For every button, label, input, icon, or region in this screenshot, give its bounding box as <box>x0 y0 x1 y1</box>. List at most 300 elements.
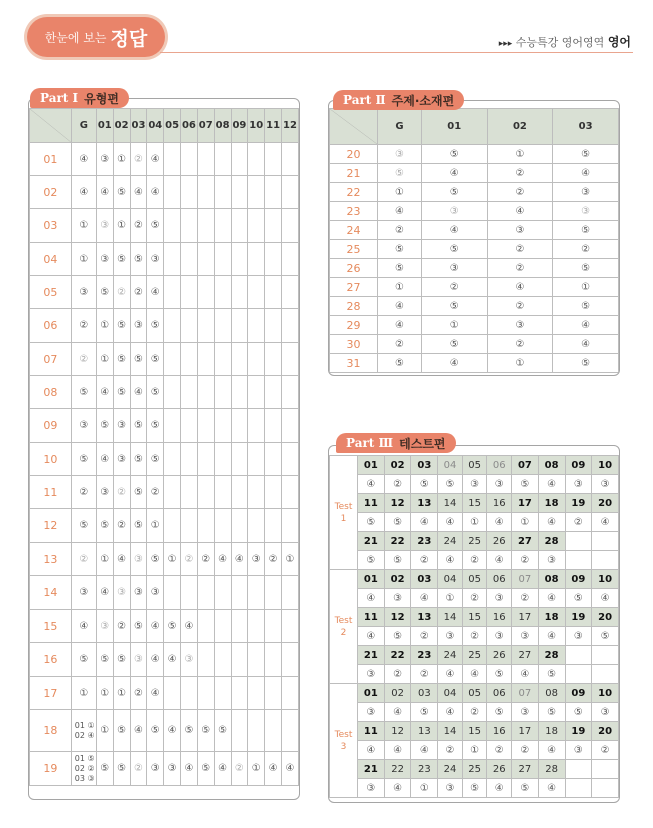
part1-answer-cell <box>248 343 265 376</box>
part1-answer-cell <box>214 376 231 409</box>
part1-col-header: 09 <box>231 109 248 143</box>
test-question-number: 03 <box>411 456 438 475</box>
test-question-number: 05 <box>462 456 487 475</box>
part1-col-header: 05 <box>164 109 181 143</box>
part1-answer-cell <box>265 610 282 643</box>
part1-answer-cell: ③ <box>71 409 96 443</box>
part2-answer-cell: ④ <box>553 164 619 183</box>
part1-answer-cell <box>281 710 298 752</box>
part2-row-label: 30 <box>330 335 378 354</box>
test-answer-cell: ③ <box>592 475 619 494</box>
test-question-number: 27 <box>512 646 539 665</box>
part1-answer-cell <box>214 576 231 610</box>
test-question-number: 12 <box>384 608 411 627</box>
part1-answer-cell: ③ <box>96 476 113 509</box>
test-answer-cell: ④ <box>438 513 463 532</box>
part1-answer-cell <box>281 643 298 677</box>
test-answer-cell <box>592 665 619 684</box>
part1-answer-cell <box>265 677 282 710</box>
part2-row-24 <box>330 221 619 240</box>
test-answer-cell: ④ <box>538 513 565 532</box>
part1-answer-cell: ④ <box>130 376 147 409</box>
part1-answer-cell <box>197 309 214 343</box>
part1-row-01 <box>30 143 299 176</box>
part1-answer-cell <box>164 143 181 176</box>
test-question-number: 26 <box>487 760 512 779</box>
part2-answer-cell: ⑤ <box>553 145 619 164</box>
part2-row-27 <box>330 278 619 297</box>
part1-answer-cell <box>281 677 298 710</box>
part1-answer-cell: ⑤ <box>113 710 130 752</box>
part1-answer-cell: ③ <box>113 409 130 443</box>
part1-answer-cell <box>248 677 265 710</box>
test-question-number: 13 <box>411 494 438 513</box>
test-answer-cell: ④ <box>487 513 512 532</box>
part1-col-header: 01 <box>96 109 113 143</box>
test-answer-cell: ② <box>384 475 411 494</box>
part1-answer-cell: ⑤ <box>113 343 130 376</box>
part1-row-16 <box>30 643 299 677</box>
part1-answer-cell: ① <box>96 543 113 576</box>
part1-answer-cell: ⑤ <box>147 376 164 409</box>
part1-answer-cell <box>281 243 298 276</box>
part1-answer-cell: 01 ① 02 ④ <box>71 710 96 752</box>
part1-answer-cell: ④ <box>281 752 298 786</box>
part1-answer-cell <box>214 243 231 276</box>
part1-answer-cell: ③ <box>147 243 164 276</box>
header-divider <box>160 52 633 53</box>
part1-answer-cell <box>231 710 248 752</box>
part1-answer-cell <box>164 476 181 509</box>
part2-answer-cell: ① <box>487 145 553 164</box>
part1-answer-cell <box>231 276 248 309</box>
test2-answer-row <box>330 627 619 646</box>
part1-number: Part Ⅰ <box>40 91 79 105</box>
part2-answer-cell: ⑤ <box>553 221 619 240</box>
test-answer-cell: ③ <box>592 703 619 722</box>
part1-row-label: 06 <box>30 309 72 343</box>
part1-answer-cell: ② <box>71 476 96 509</box>
test-answer-cell: ⑤ <box>538 703 565 722</box>
part1-row-label: 04 <box>30 243 72 276</box>
test-answer-cell: ⑤ <box>358 513 385 532</box>
part1-answer-cell: ③ <box>147 576 164 610</box>
test-question-number: 24 <box>438 760 463 779</box>
test1-number-row <box>330 494 619 513</box>
test-question-number <box>565 646 592 665</box>
part1-answer-cell <box>248 143 265 176</box>
part1-answer-cell <box>281 376 298 409</box>
arrows-icon: ▸▸▸ <box>498 39 513 49</box>
part1-answer-cell <box>181 443 198 476</box>
test-answer-cell: ① <box>462 513 487 532</box>
part2-row-30 <box>330 335 619 354</box>
part1-row-03 <box>30 209 299 243</box>
test3-number-row <box>330 760 619 779</box>
part1-row-02 <box>30 176 299 209</box>
part1-answer-cell <box>231 677 248 710</box>
part1-answer-cell <box>181 509 198 543</box>
part1-answer-cell: ③ <box>130 543 147 576</box>
part1-answer-cell <box>164 343 181 376</box>
test-question-number: 22 <box>384 760 411 779</box>
part1-answer-cell: ① <box>248 752 265 786</box>
part1-answer-cell <box>248 309 265 343</box>
test-answer-cell: ⑤ <box>565 703 592 722</box>
test-answer-cell: ③ <box>565 627 592 646</box>
part1-row-label: 01 <box>30 143 72 176</box>
test-answer-cell: ④ <box>592 589 619 608</box>
part1-answer-cell <box>197 476 214 509</box>
part2-row-label: 26 <box>330 259 378 278</box>
part1-answer-cell <box>231 643 248 677</box>
test-answer-cell: ② <box>512 551 539 570</box>
test-question-number: 04 <box>438 684 463 703</box>
corner-diagonal-cell <box>330 109 378 145</box>
part1-answer-cell: ⑤ <box>147 409 164 443</box>
part1-answer-cell: ① <box>71 243 96 276</box>
part2-row-label: 25 <box>330 240 378 259</box>
test-question-number: 19 <box>565 722 592 741</box>
part1-answer-cell: ⑤ <box>147 443 164 476</box>
test-answer-cell: ④ <box>487 551 512 570</box>
part2-row-label: 23 <box>330 202 378 221</box>
part2-answer-cell: ⑤ <box>378 354 422 373</box>
test-question-number: 28 <box>538 646 565 665</box>
part1-answer-cell <box>248 610 265 643</box>
part1-answer-cell <box>214 443 231 476</box>
part1-col-header: 12 <box>281 109 298 143</box>
part1-answer-cell: ② <box>71 343 96 376</box>
test-answer-cell: ⑤ <box>512 475 539 494</box>
part1-answer-cell: ⑤ <box>113 243 130 276</box>
test-question-number: 07 <box>512 684 539 703</box>
part1-answer-cell <box>164 443 181 476</box>
part2-col-header: 03 <box>553 109 619 145</box>
test-answer-cell: ⑤ <box>487 703 512 722</box>
part1-answer-cell: ④ <box>96 376 113 409</box>
test-answer-cell: ⑤ <box>411 475 438 494</box>
part1-answer-cell: ⑤ <box>130 610 147 643</box>
part2-table-frame <box>328 100 620 376</box>
part1-answer-cell <box>248 209 265 243</box>
part1-answer-cell: ④ <box>96 443 113 476</box>
part3-table-frame <box>328 445 620 803</box>
test-answer-cell: ③ <box>565 741 592 760</box>
part2-answer-cell: ④ <box>487 202 553 221</box>
test-answer-cell: ① <box>438 589 463 608</box>
test-question-number: 22 <box>384 532 411 551</box>
part2-answer-cell: ③ <box>421 259 487 278</box>
test-question-number: 14 <box>438 494 463 513</box>
test-question-number: 05 <box>462 570 487 589</box>
part1-answer-cell: ② <box>231 752 248 786</box>
part1-answer-cell: ⑤ <box>113 752 130 786</box>
part2-answer-cell: ③ <box>487 221 553 240</box>
part2-answer-cell: ③ <box>553 202 619 221</box>
part1-answer-cell: ② <box>113 476 130 509</box>
part1-answer-cell: ③ <box>248 543 265 576</box>
test-question-number: 13 <box>411 722 438 741</box>
test-answer-cell: ⑤ <box>565 589 592 608</box>
test3-label: Test 3 <box>330 684 358 798</box>
part1-answer-cell: ② <box>71 309 96 343</box>
part2-row-29 <box>330 316 619 335</box>
part1-answer-cell <box>281 610 298 643</box>
part1-answer-cell <box>231 610 248 643</box>
part1-col-header: 04 <box>147 109 164 143</box>
test-question-number: 11 <box>358 722 385 741</box>
part1-answer-cell <box>265 710 282 752</box>
part1-row-label: 15 <box>30 610 72 643</box>
test-answer-cell: ③ <box>487 475 512 494</box>
test-answer-cell <box>592 779 619 798</box>
test-answer-cell: ② <box>592 741 619 760</box>
part2-answer-cell: ⑤ <box>553 297 619 316</box>
part1-answer-cell: ⑤ <box>96 276 113 309</box>
test-answer-cell: ② <box>462 589 487 608</box>
test-answer-cell: ② <box>462 627 487 646</box>
test-question-number: 01 <box>358 684 385 703</box>
part1-answer-cell: ③ <box>130 643 147 677</box>
part1-answer-cell <box>214 343 231 376</box>
part2-answer-cell: ④ <box>378 316 422 335</box>
test-question-number: 19 <box>565 608 592 627</box>
part1-answer-cell <box>231 143 248 176</box>
part2-answer-cell: ③ <box>487 316 553 335</box>
part1-answer-cell <box>214 143 231 176</box>
part2-answer-cell: ⑤ <box>421 335 487 354</box>
part2-answer-cell: ② <box>553 240 619 259</box>
part1-answer-cell <box>214 677 231 710</box>
test-answer-cell: ⑤ <box>384 627 411 646</box>
part1-title: 유형편 <box>84 91 119 106</box>
part1-answer-cell <box>181 343 198 376</box>
part1-row-label: 07 <box>30 343 72 376</box>
test-question-number: 24 <box>438 646 463 665</box>
part2-row-21 <box>330 164 619 183</box>
part1-answer-cell <box>197 376 214 409</box>
part1-answer-cell: ③ <box>147 752 164 786</box>
test2-number-row <box>330 646 619 665</box>
part1-answer-cell: ② <box>265 543 282 576</box>
part1-answer-cell <box>164 509 181 543</box>
part1-answer-cell <box>197 610 214 643</box>
part1-answer-cell <box>265 343 282 376</box>
test-question-number: 24 <box>438 532 463 551</box>
part1-row-07 <box>30 343 299 376</box>
part1-answer-cell <box>248 376 265 409</box>
part2-row-label: 31 <box>330 354 378 373</box>
part1-answer-cell <box>164 376 181 409</box>
header-book-title <box>499 33 631 50</box>
part1-answer-cell: ② <box>197 543 214 576</box>
test-question-number: 17 <box>512 722 539 741</box>
part1-answer-cell: ③ <box>113 443 130 476</box>
part1-answer-cell: ⑤ <box>113 376 130 409</box>
part1-answer-cell: ② <box>130 677 147 710</box>
part1-col-header: 11 <box>265 109 282 143</box>
test-answer-cell: ② <box>462 703 487 722</box>
part2-row-23 <box>330 202 619 221</box>
test-answer-cell: ⑤ <box>358 551 385 570</box>
test-question-number: 06 <box>487 684 512 703</box>
test3-answer-row <box>330 779 619 798</box>
part1-answer-cell: ④ <box>147 176 164 209</box>
part1-row-17 <box>30 677 299 710</box>
part1-answer-cell <box>197 677 214 710</box>
part2-answer-cell: ⑤ <box>378 164 422 183</box>
test-answer-cell: ③ <box>438 779 463 798</box>
part1-answer-cell: ① <box>96 710 113 752</box>
part1-row-06 <box>30 309 299 343</box>
part3-title: 테스트편 <box>399 436 446 451</box>
part1-answer-cell <box>231 309 248 343</box>
part1-row-04 <box>30 243 299 276</box>
part1-answer-cell <box>181 276 198 309</box>
part1-header-row <box>30 109 299 143</box>
part1-answer-cell <box>164 243 181 276</box>
part1-answer-cell: ④ <box>147 143 164 176</box>
part1-answer-cell: ④ <box>265 752 282 786</box>
part1-answer-cell <box>281 476 298 509</box>
part1-answer-cell <box>248 710 265 752</box>
part1-answer-cell: ② <box>113 509 130 543</box>
part1-answer-cell <box>181 209 198 243</box>
part1-answer-cell: ③ <box>96 610 113 643</box>
test-question-number: 23 <box>411 760 438 779</box>
test-question-number: 12 <box>384 494 411 513</box>
part1-answer-cell <box>214 209 231 243</box>
part2-row-28 <box>330 297 619 316</box>
test-question-number: 04 <box>438 456 463 475</box>
part1-row-13 <box>30 543 299 576</box>
test-answer-cell: ② <box>512 741 539 760</box>
part2-row-26 <box>330 259 619 278</box>
test-question-number: 14 <box>438 722 463 741</box>
part1-answer-cell: ④ <box>164 710 181 752</box>
part1-row-14 <box>30 576 299 610</box>
part1-row-10 <box>30 443 299 476</box>
test1-answer-row <box>330 475 619 494</box>
part1-answer-cell: ③ <box>130 309 147 343</box>
test-question-number: 02 <box>384 684 411 703</box>
test-question-number <box>592 532 619 551</box>
part2-col-header: 02 <box>487 109 553 145</box>
part1-answer-cell <box>265 309 282 343</box>
test-question-number: 10 <box>592 570 619 589</box>
test-question-number <box>565 532 592 551</box>
part1-answer-cell: ④ <box>181 752 198 786</box>
part1-answer-cell: ④ <box>71 176 96 209</box>
part2-answer-cell: ④ <box>378 297 422 316</box>
test-question-number: 25 <box>462 532 487 551</box>
part1-answer-cell: ② <box>130 143 147 176</box>
part1-answer-cell: ① <box>71 209 96 243</box>
part1-answer-cell <box>197 443 214 476</box>
part1-answer-cell: ② <box>71 543 96 576</box>
part2-answer-cell: ② <box>487 240 553 259</box>
part1-answer-cell <box>265 276 282 309</box>
part1-answer-cell: ④ <box>164 643 181 677</box>
part1-answer-cell <box>231 209 248 243</box>
part1-answer-cell: ③ <box>96 209 113 243</box>
part1-answer-cell <box>181 677 198 710</box>
part1-answer-cell <box>214 409 231 443</box>
part1-answer-cell <box>214 309 231 343</box>
part1-answer-cell <box>181 143 198 176</box>
test-question-number: 20 <box>592 722 619 741</box>
test-answer-cell: ③ <box>487 589 512 608</box>
part1-row-label: 19 <box>30 752 72 786</box>
part1-answer-cell <box>231 176 248 209</box>
test-answer-cell <box>565 551 592 570</box>
test1-number-row <box>330 456 619 475</box>
test-answer-cell: ① <box>462 741 487 760</box>
part1-answer-cell <box>281 309 298 343</box>
part1-answer-cell <box>265 243 282 276</box>
part1-answer-cell: ④ <box>96 176 113 209</box>
test-answer-cell: ② <box>411 665 438 684</box>
part1-answer-cell: ④ <box>113 543 130 576</box>
part1-answer-cell: ② <box>113 610 130 643</box>
part1-row-label: 11 <box>30 476 72 509</box>
part1-row-label: 05 <box>30 276 72 309</box>
part1-col-header: 10 <box>248 109 265 143</box>
test-answer-cell: ⑤ <box>487 665 512 684</box>
test-question-number: 27 <box>512 760 539 779</box>
test-answer-cell: ③ <box>565 475 592 494</box>
test-question-number: 16 <box>487 722 512 741</box>
part2-answer-cell: ⑤ <box>553 354 619 373</box>
part1-table-frame <box>28 98 300 800</box>
part1-answer-cell <box>214 509 231 543</box>
test-question-number: 09 <box>565 456 592 475</box>
part2-answer-cell: ④ <box>421 221 487 240</box>
part1-answer-cell: ① <box>147 509 164 543</box>
part1-answer-cell: ⑤ <box>214 710 231 752</box>
test1-answer-row <box>330 513 619 532</box>
part1-answer-cell: ⑤ <box>96 643 113 677</box>
part1-answer-cell: ⑤ <box>147 309 164 343</box>
test-question-number: 06 <box>487 456 512 475</box>
part1-answer-cell: ④ <box>130 710 147 752</box>
test-question-number: 11 <box>358 494 385 513</box>
part1-answer-cell <box>281 509 298 543</box>
part1-answer-cell <box>231 443 248 476</box>
test-question-number: 17 <box>512 608 539 627</box>
part1-answer-cell <box>265 643 282 677</box>
test-question-number: 18 <box>538 608 565 627</box>
part1-row-label: 14 <box>30 576 72 610</box>
test-question-number: 06 <box>487 570 512 589</box>
part1-row-label: 18 <box>30 710 72 752</box>
part2-answer-cell: ④ <box>378 202 422 221</box>
test-question-number: 23 <box>411 532 438 551</box>
part2-row-label: 24 <box>330 221 378 240</box>
part1-answer-cell <box>281 176 298 209</box>
part1-answer-cell: ③ <box>96 243 113 276</box>
part1-answer-cell <box>231 509 248 543</box>
part1-row-label: 17 <box>30 677 72 710</box>
test-answer-cell: ④ <box>384 741 411 760</box>
part1-answer-cell: ④ <box>231 543 248 576</box>
part1-answer-cell <box>181 176 198 209</box>
part1-row-11 <box>30 476 299 509</box>
test-answer-cell: ④ <box>538 779 565 798</box>
part1-answer-table <box>29 108 299 786</box>
part2-answer-cell: ④ <box>421 164 487 183</box>
